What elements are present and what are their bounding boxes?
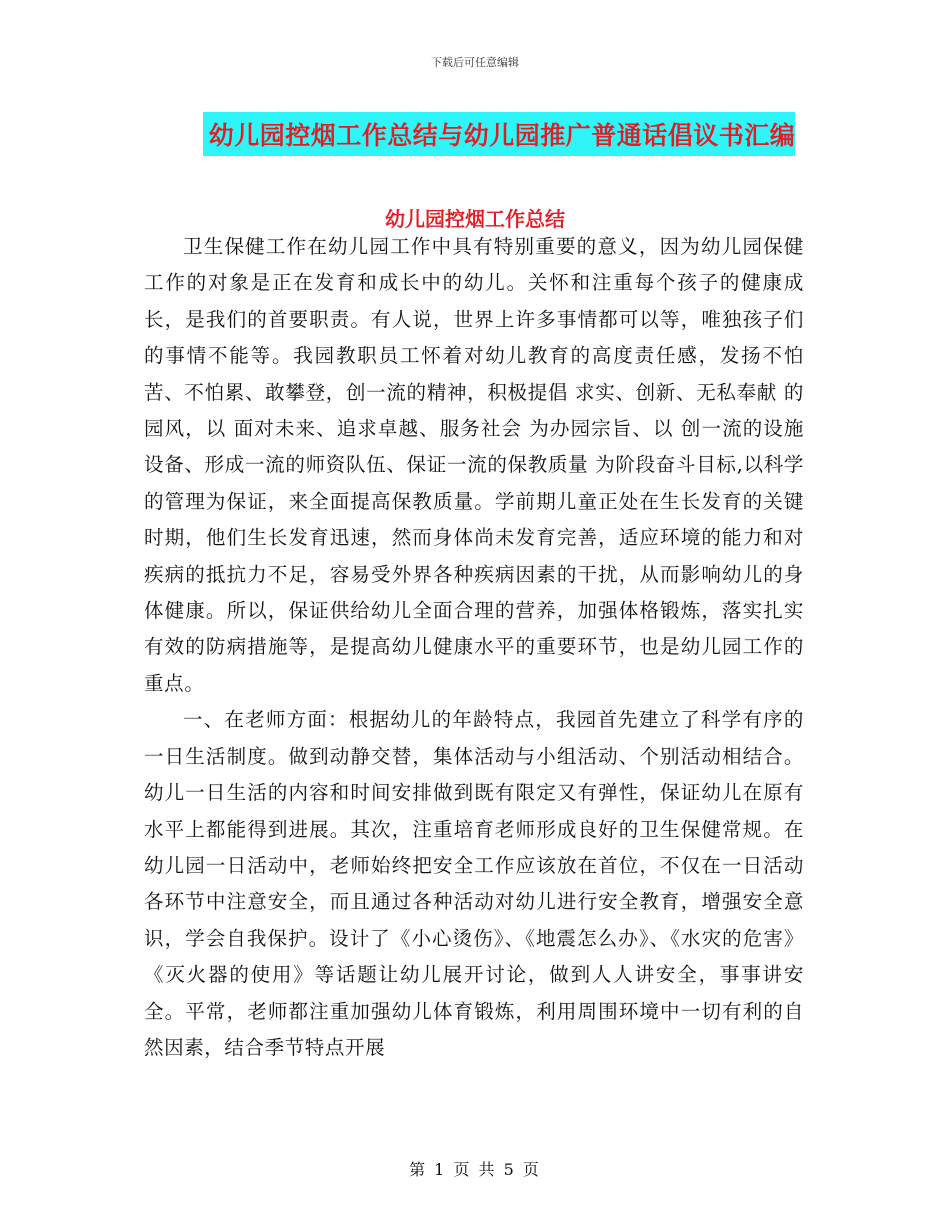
section-title: 幼儿园控烟工作总结 — [385, 207, 565, 231]
document-title: 幼儿园控烟工作总结与幼儿园推广普通话倡议书汇编 — [203, 112, 796, 156]
body-paragraph-1: 卫生保健工作在幼儿园工作中具有特别重要的意义，因为幼儿园保健工作的对象是正在发育和成长中的幼儿。关怀和注重每个孩子的健康成长，是我们的首要职责。有人说，世界上许多事情都可以等，唯独孩子们的事情不能等。我园教职员工怀着对幼儿教育的高度责任感，发扬不怕苦、不怕累、敢攀登，创一流的精神，积极提倡 求实、创新、无私奉献 的园风，以 面对未来、追求卓越、服务社会 为办园宗旨、以 创一流的设施设备、形成一流的师资队伍、保证一流的保教质量 为阶段奋斗目标,以科学的管理为保证，来全面提高保教质量。学前期儿童正处在生长发育的关键时期，他们生长发育迅速，然而身体尚未发育完善，适应环境的能力和对疾病的抵抗力不足，容易受外界各种疾病因素的干扰，从而影响幼儿的身体健康。所以，保证供给幼儿全面合理的营养，加强体格锻炼，落实扎实有效的防病措施等，是提高幼儿健康水平的重要环节，也是幼儿园工作的重点。 — [144, 235, 804, 695]
body-paragraph-2: 一、在老师方面：根据幼儿的年龄特点，我园首先建立了科学有序的一日生活制度。做到动静交替，集体活动与小组活动、个别活动相结合。幼儿一日生活的内容和时间安排做到既有限定又有弹性，保证幼儿在原有水平上都能得到进展。其次，注重培育老师形成良好的卫生保健常规。在幼儿园一日活动中，老师始终把安全工作应该放在首位，不仅在一日活动各环节中注意安全，而且通过各种活动对幼儿进行安全教育，增强安全意识，学会自我保护。设计了《小心烫伤》、《地震怎么办》、《水灾的危害》《灭火器的使用》等话题让幼儿展开讨论，做到人人讲安全，事事讲安全。平常，老师都注重加强幼儿体育锻炼，利用周围环境中一切有利的自然因素，结合季节特点开展 — [144, 708, 804, 1059]
page-footer: 第 1 页 共 5 页 — [409, 1160, 541, 1179]
document-title-container — [0, 112, 950, 156]
page-header-note: 下载后可任意编辑 — [431, 56, 519, 69]
document-body — [144, 229, 804, 1066]
